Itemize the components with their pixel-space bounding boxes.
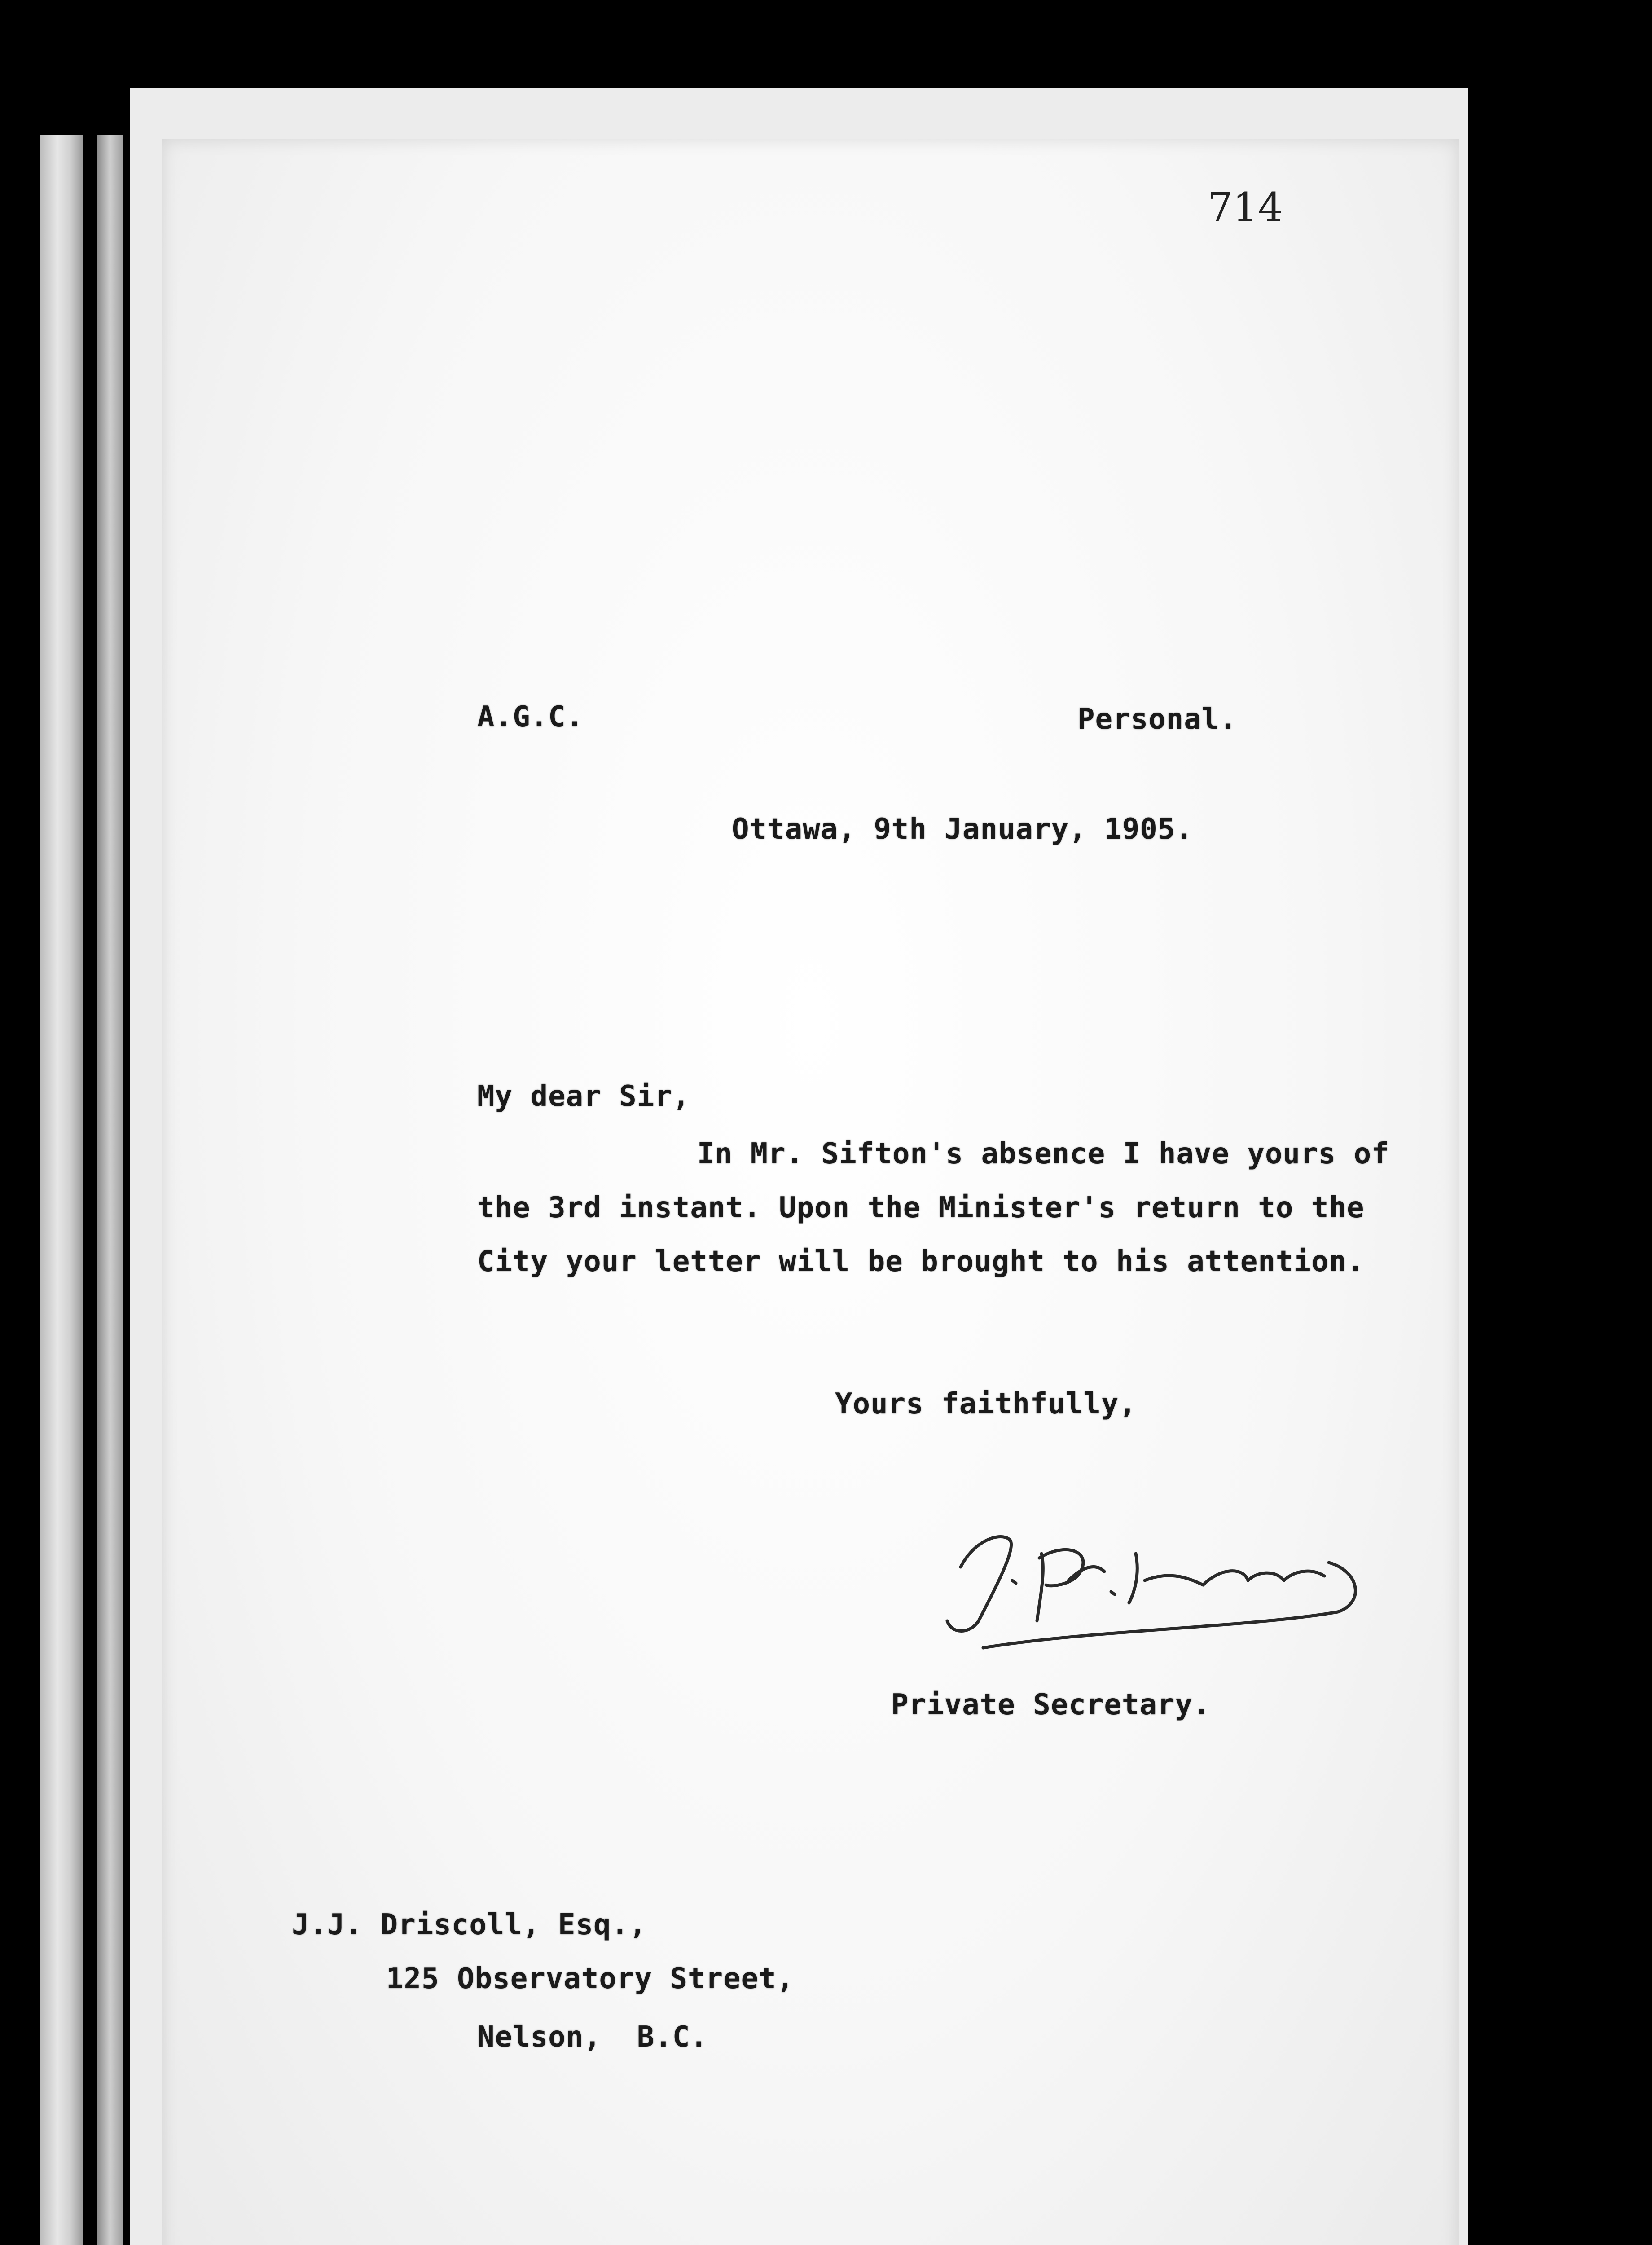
binding-strip: [40, 135, 83, 2245]
closing: Yours faithfully,: [835, 1387, 1137, 1421]
addressee-name: J.J. Driscoll, Esq.,: [292, 1908, 647, 1941]
addressee-city: Nelson, B.C.: [477, 2020, 708, 2054]
addressee-street: 125 Observatory Street,: [386, 1962, 795, 1995]
letter-body: In Mr. Sifton's absence I have yours of the 3rd instant. Upon the Minister's return to the City your letter will be brought to his attention.: [477, 1137, 1389, 1278]
page-number: 714: [1208, 184, 1283, 230]
handwritten-signature: [934, 1513, 1374, 1652]
reference-code: A.G.C.: [477, 700, 584, 734]
signer-title: Private Secretary.: [891, 1688, 1211, 1721]
place-date: Ottawa, 9th January, 1905.: [732, 813, 1193, 846]
salutation: My dear Sir,: [477, 1080, 690, 1113]
binding-strip-inner: [97, 135, 123, 2245]
personal-marking: Personal.: [1077, 703, 1237, 736]
